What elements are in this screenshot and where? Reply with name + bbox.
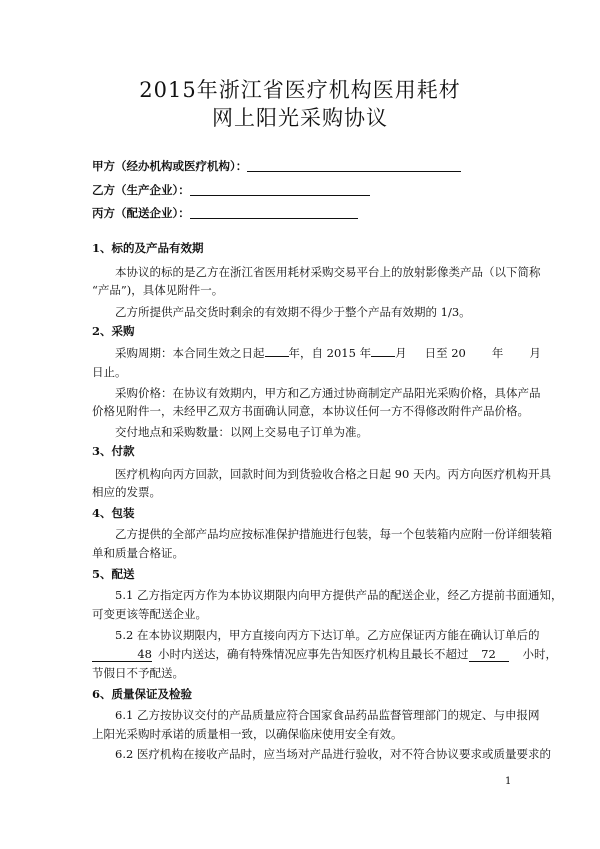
section-5-paragraph: 节假日不予配送。 [92, 666, 184, 680]
party-c-row [92, 205, 358, 221]
document-title-line2: 网上阳光采购协议 [212, 106, 388, 130]
delivery-hours-text: 小时内送达，确有特殊情况应事先告知医疗机构且最长不超过 [158, 647, 469, 661]
party-a-label: 甲方（经办机构或医疗机构）： [92, 159, 248, 173]
delivery-hours-line [92, 646, 557, 662]
delivery-hours-value: 48 [92, 647, 152, 662]
page-number: 1 [505, 776, 512, 787]
section-4-paragraph: 乙方提供的全部产品均应按标准保护措施进行包装，每一个包装箱内应附一份详细装箱 [115, 527, 552, 541]
party-b-blank [190, 183, 370, 196]
section-1-paragraph: “产品”)，具体见附件一。 [92, 283, 224, 297]
section-4-heading: 4、包装 [92, 506, 135, 520]
party-b-row [92, 182, 370, 198]
section-1-heading: 1、标的及产品有效期 [92, 241, 204, 255]
purchase-period-end: 日止。 [92, 365, 127, 379]
section-3-paragraph: 医疗机构向丙方回款，回款时间为到货验收合格之日起 90 天内。丙方向医疗机构开具 [115, 467, 551, 481]
purchase-period-text: 月 [529, 346, 541, 360]
purchase-period-text: 日至 20 [424, 346, 466, 360]
purchase-price-line: 价格见附件一，未经甲乙双方书面确认同意，本协议任何一方不得修改附件产品价格。 [92, 404, 529, 418]
party-c-label: 丙方（配送企业）： [92, 206, 190, 220]
section-2-heading: 2、采购 [92, 324, 135, 338]
start-month-blank [371, 356, 395, 357]
max-hours-value: 72 [469, 647, 509, 662]
delivery-quantity-line: 交付地点和采购数量：以网上交易电子订单为准。 [115, 425, 368, 439]
purchase-period-text: 月 [395, 346, 407, 360]
section-6-heading: 6、质量保证及检验 [92, 687, 193, 701]
section-5-heading: 5、配送 [92, 567, 135, 581]
section-3-paragraph: 相应的发票。 [92, 485, 161, 499]
purchase-period-text: 年，自 2015 年 [288, 346, 372, 360]
party-a-blank [247, 159, 461, 172]
purchase-price-line: 采购价格：在协议有效期内，甲方和乙方通过协商制定产品阳光采购价格，具体产品 [115, 386, 541, 400]
purchase-period-line [115, 345, 541, 361]
section-1-paragraph: 本协议的标的是乙方在浙江省医用耗材采购交易平台上的放射影像类产品（以下简称 [115, 265, 541, 279]
document-title-line1: 2015年浙江省医疗机构医用耗材 [139, 78, 461, 102]
purchase-period-text: 年 [491, 346, 504, 360]
section-5-paragraph: 5.1 乙方指定丙方作为本协议期限内向甲方提供产品的配送企业，经乙方提前书面通知， [115, 588, 563, 602]
purchase-period-text: 采购周期：本合同生效之日起 [115, 346, 265, 360]
section-4-paragraph: 单和质量合格证。 [92, 546, 184, 560]
party-a-row [92, 158, 461, 174]
party-c-blank [190, 206, 358, 219]
section-3-heading: 3、付款 [92, 444, 135, 458]
section-5-paragraph: 5.2 在本协议期限内，甲方直接向丙方下达订单。乙方应保证丙方能在确认订单后的 [115, 628, 540, 642]
term-years-blank [265, 356, 289, 357]
party-b-label: 乙方（生产企业）： [92, 183, 190, 197]
section-1-paragraph: 乙方所提供产品交货时剩余的有效期不得少于整个产品有效期的 1/3。 [115, 305, 471, 319]
section-6-paragraph: 上阳光采购时承诺的质量相一致，以确保临床使用安全有效。 [92, 727, 403, 741]
delivery-hours-text: 小时， [522, 647, 557, 661]
section-5-paragraph: 可变更该等配送企业。 [92, 607, 207, 621]
section-6-paragraph: 6.1 乙方按协议交付的产品质量应符合国家食品药品监督管理部门的规定、与申报网 [115, 708, 540, 722]
section-6-paragraph: 6.2 医疗机构在接收产品时，应当场对产品进行验收，对不符合协议要求或质量要求的 [115, 747, 551, 761]
